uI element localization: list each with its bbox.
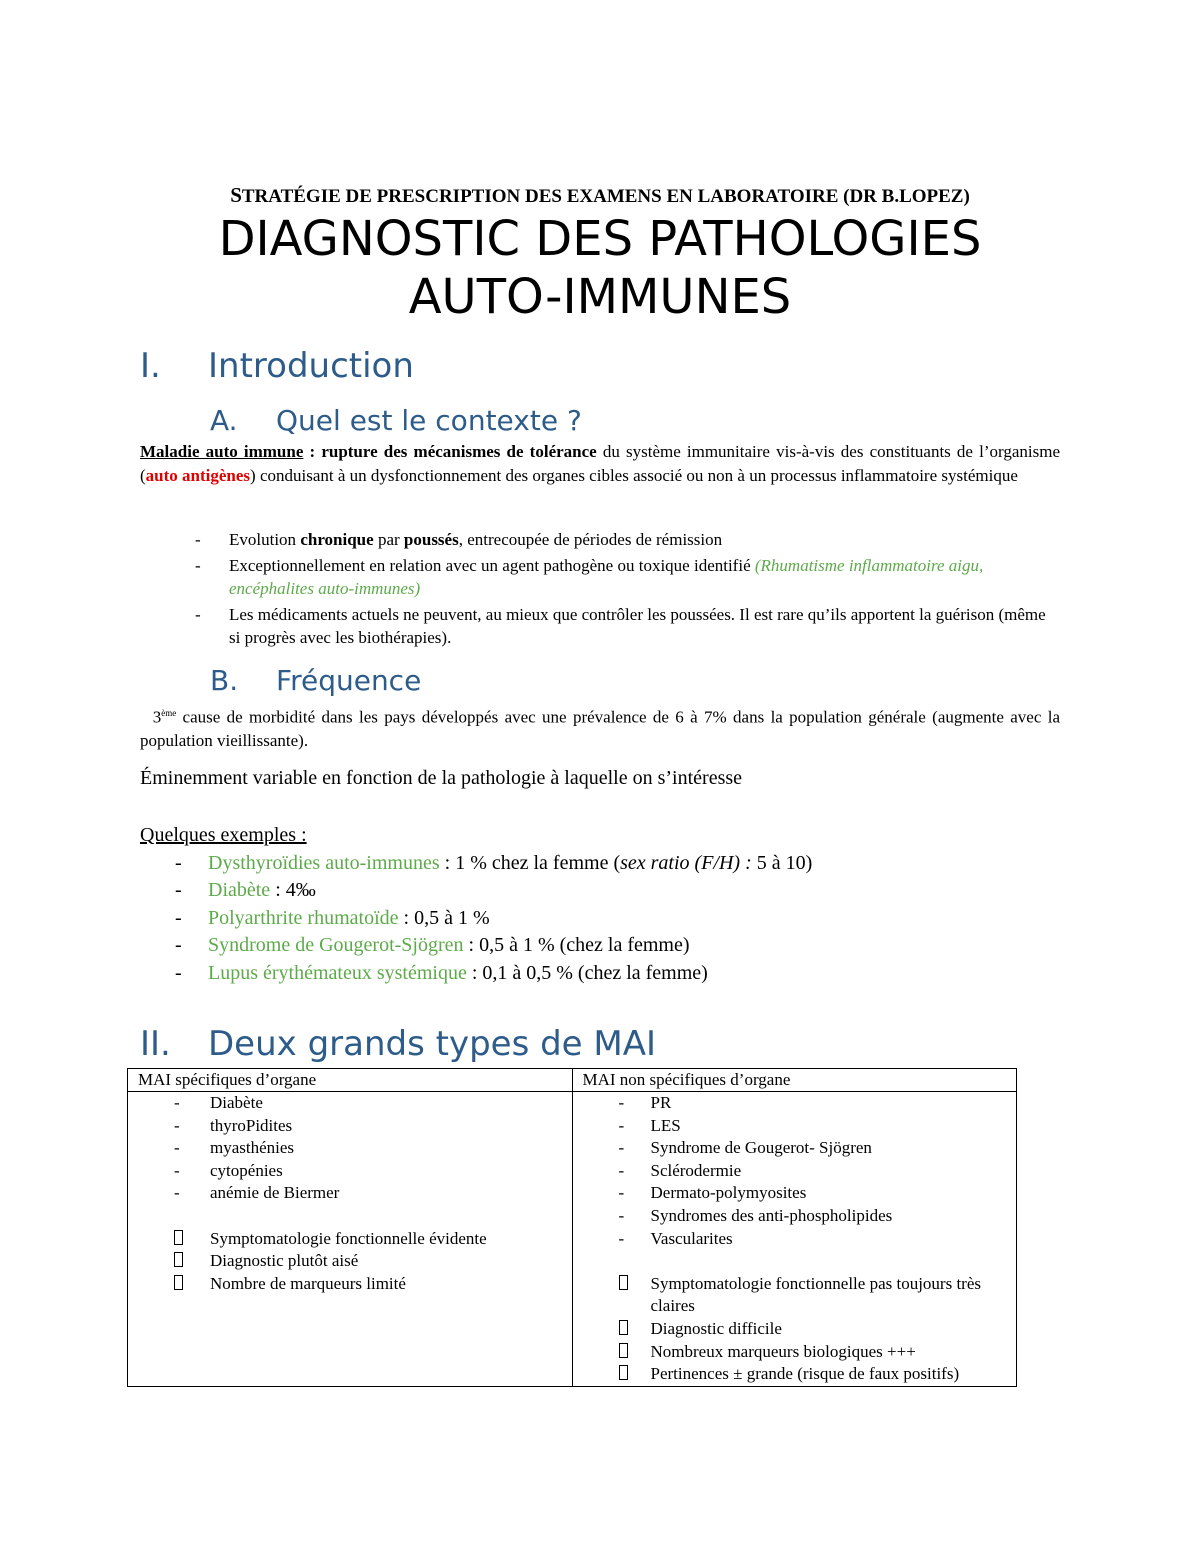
list-item: - Diabète bbox=[174, 1093, 263, 1112]
table-row bbox=[128, 1092, 1017, 1387]
list-item: - Sclérodermie bbox=[618, 1160, 742, 1180]
box-icon bbox=[174, 1273, 183, 1296]
document-title bbox=[0, 210, 1200, 326]
box-icon bbox=[174, 1228, 183, 1251]
list-item: - myasthénies bbox=[174, 1138, 295, 1158]
list-item: - LES bbox=[618, 1115, 681, 1135]
list-item: Diagnostic difficile bbox=[583, 1318, 1007, 1341]
section-heading-introduction: I. Introduction bbox=[140, 346, 414, 386]
definition-term: Maladie auto immune bbox=[140, 442, 304, 461]
box-icon bbox=[619, 1363, 628, 1386]
box-icon bbox=[619, 1318, 628, 1341]
list-item: - Dysthyroïdies auto-immunes : 1 % chez la femme (sex ratio (F/H) : 5 à 10) bbox=[175, 851, 813, 874]
list-item: - Dermato-polymyosites bbox=[618, 1183, 807, 1203]
list-item: - thyroPidites bbox=[174, 1115, 293, 1135]
mai-comparison-table bbox=[127, 1068, 1017, 1387]
table-header-non-specific: MAI non spécifiques d’organe bbox=[572, 1069, 1017, 1092]
frequency-paragraph: 3ème cause de morbidité dans les pays développés avec une prévalence de 6 à 7% dans la population générale (augmente avec la population vieillissante). bbox=[140, 707, 1061, 751]
table-header-row bbox=[128, 1069, 1017, 1092]
examples-label: Quelques exemples : bbox=[140, 824, 307, 846]
specific-cell bbox=[128, 1092, 573, 1387]
list-item: Nombreux marqueurs biologiques +++ bbox=[583, 1341, 1007, 1364]
subsection-heading-contexte: A. Quel est le contexte ? bbox=[210, 404, 582, 437]
title-line-2: AUTO-IMMUNES bbox=[408, 269, 792, 325]
list-item: - Syndrome de Gougerot- Sjögren bbox=[618, 1138, 872, 1158]
box-icon bbox=[174, 1250, 183, 1273]
table-header-specific: MAI spécifiques d’organe bbox=[128, 1069, 573, 1092]
list-item: - Exceptionnellement en relation avec un agent pathogène ou toxique identifié (Rhumatisme inflammatoire aigu, encéphalites auto-immunes) bbox=[195, 555, 984, 598]
list-item: Nombre de marqueurs limité bbox=[138, 1273, 562, 1296]
non-specific-cell bbox=[572, 1092, 1017, 1387]
list-item: - Syndrome de Gougerot-Sjögren : 0,5 à 1 % (chez la femme) bbox=[175, 934, 690, 956]
list-item: Diagnostic plutôt aisé bbox=[138, 1250, 562, 1273]
list-item: - cytopénies bbox=[174, 1160, 283, 1180]
list-item: - PR bbox=[618, 1093, 672, 1112]
list-item: - Polyarthrite rhumatoïde : 0,5 à 1 % bbox=[175, 906, 490, 929]
document-supertitle: STRATÉGIE DE PRESCRIPTION DES EXAMENS EN LABORATOIRE (DR B.LOPEZ) bbox=[230, 183, 970, 207]
context-bullet-list bbox=[195, 528, 1060, 652]
list-item: - Lupus érythémateux systémique : 0,1 à 0,5 % (chez la femme) bbox=[175, 961, 708, 984]
list-item: Symptomatologie fonctionnelle évidente bbox=[138, 1228, 562, 1251]
box-icon bbox=[619, 1341, 628, 1364]
list-item: - Diabète : 4‰ bbox=[175, 879, 316, 901]
list-item: - Les médicaments actuels ne peuvent, au mieux que contrôler les poussées. Il est rare qu’ils apportent la guérison (même si progrès avec les biothérapies). bbox=[195, 604, 1046, 647]
list-item: - anémie de Biermer bbox=[174, 1183, 340, 1203]
list-item: Symptomatologie fonctionnelle pas toujours très claires bbox=[583, 1273, 1007, 1318]
box-icon bbox=[619, 1273, 628, 1296]
subsection-heading-frequence: B. Fréquence bbox=[210, 664, 422, 697]
examples-block bbox=[140, 822, 1060, 987]
section-heading-types-mai: II. Deux grands types de MAI bbox=[140, 1024, 657, 1064]
title-line-1: DIAGNOSTIC DES PATHOLOGIES bbox=[218, 211, 982, 267]
list-item: Pertinences ± grande (risque de faux positifs) bbox=[583, 1363, 1007, 1386]
list-item: - Vascularites bbox=[618, 1228, 733, 1248]
variability-sentence: Éminemment variable en fonction de la pathologie à laquelle on s’intéresse bbox=[140, 767, 743, 789]
list-item: - Evolution chronique par poussés, entrecoupée de périodes de rémission bbox=[195, 530, 723, 549]
definition-paragraph: Maladie auto immune : rupture des mécanismes de tolérance du système immunitaire vis-à-vis des constituants de l’organisme (auto antigènes) conduisant à un dysfonctionnement des organes cibles associé ou non à un processus inflammatoire systémique bbox=[140, 442, 1061, 485]
list-item: - Syndromes des anti-phospholipides bbox=[618, 1205, 893, 1225]
